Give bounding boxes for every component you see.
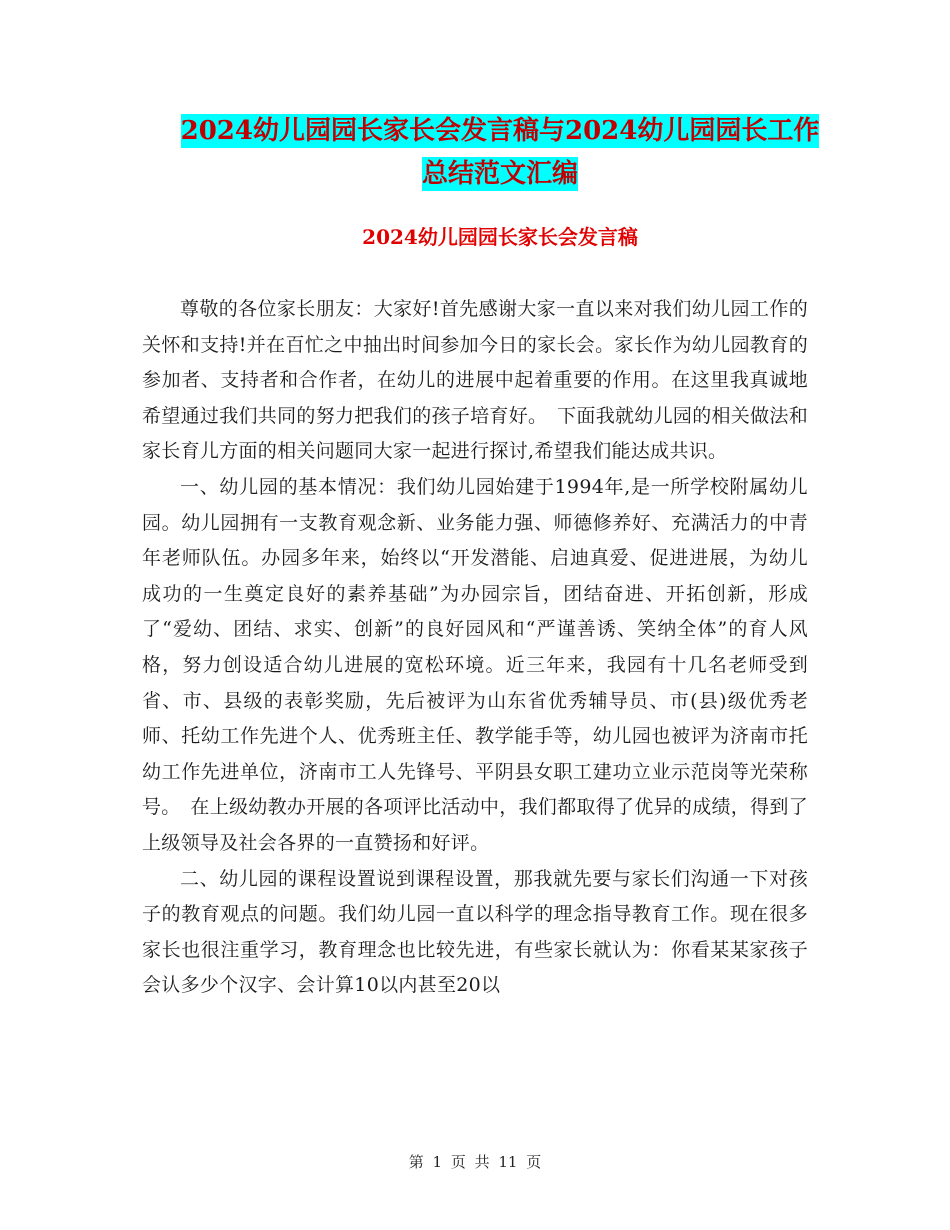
- section-title: 2024幼儿园园长家长会发言稿: [362, 225, 638, 249]
- paragraph: 二、幼儿园的课程设置说到课程设置，那我就先要与家长们沟通一下对孩子的教育观点的问题。我们幼儿园一直以科学的理念指导教育工作。现在很多家长也很注重学习，教育理念也比较先进，有些家长就认为：你看某某家孩子会认多少个汉字、会计算10以内甚至20以: [142, 867, 808, 997]
- document-title: [140, 110, 860, 196]
- title-line-1: 2024幼儿园园长家长会发言稿与2024幼儿园园长工作: [180, 116, 820, 146]
- paragraph: 尊敬的各位家长朋友：大家好!首先感谢大家一直以来对我们幼儿园工作的关怀和支持!并在百忙之中抽出时间参加今日的家长会。家长作为幼儿园教育的参加者、支持者和合作者，在幼儿的进展中起着重要的作用。在这里我真诚地希望通过我们共同的努力把我们的孩子培育好。 下面我就幼儿园的相关做法和家长育儿方面的相关问题同大家一起进行探讨,希望我们能达成共识。: [142, 298, 809, 463]
- page-footer: 第 1 页 共 11 页: [408, 1153, 542, 1171]
- title-line-2: 总结范文汇编: [421, 159, 578, 189]
- document-body: [142, 292, 808, 1004]
- paragraph: 一、幼儿园的基本情况：我们幼儿园始建于1994年,是一所学校附属幼儿园。幼儿园拥有一支教育观念新、业务能力强、师德修养好、充满活力的中青年老师队伍。办园多年来，始终以“开发潜能、启迪真爱、促进进展，为幼儿成功的一生奠定良好的素养基础”为办园宗旨，团结奋进、开拓创新，形成了“爱幼、团结、求实、创新”的良好园风和“严谨善诱、笑纳全体”的育人风格，努力创设适合幼儿进展的宽松环境。近三年来，我园有十几名老师受到省、市、县级的表彰奖励，先后被评为山东省优秀辅导员、市(县)级优秀老师、托幼工作先进个人、优秀班主任、教学能手等，幼儿园也被评为济南市托幼工作先进单位，济南市工人先锋号、平阴县女职工建功立业示范岗等光荣称号。 在上级幼教办开展的各项评比活动中，我们都取得了优异的成绩，得到了上级领导及社会各界的一直赞扬和好评。: [142, 475, 809, 854]
